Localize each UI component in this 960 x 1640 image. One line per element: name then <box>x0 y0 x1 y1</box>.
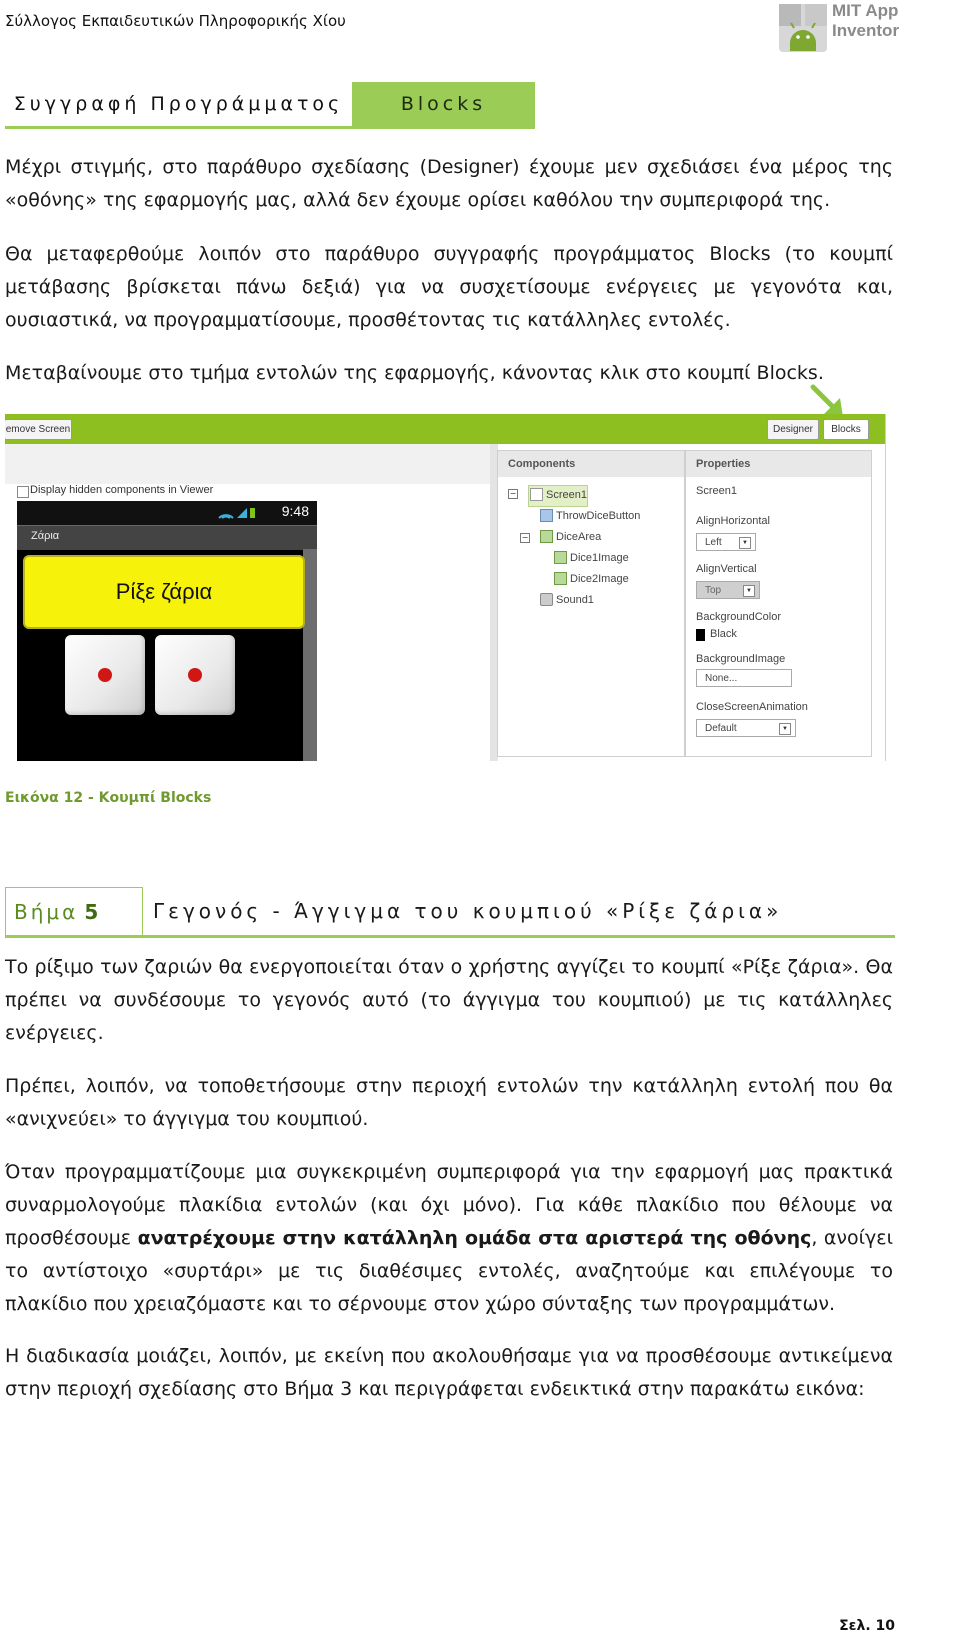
components-header: Components <box>498 451 684 477</box>
paragraph-emphasis: ανατρέχουμε στην κατάλληλη ομάδα στα αριστερά της οθόνης <box>137 1227 812 1249</box>
image-icon <box>554 572 567 585</box>
remove-screen-button[interactable]: emove Screen <box>5 419 72 440</box>
app-title-bar <box>17 525 317 550</box>
paragraph-assemble-blocks <box>5 1156 893 1321</box>
tree-item-screen1[interactable] <box>530 488 587 501</box>
signal-battery-icon <box>217 506 257 520</box>
select-value: Default <box>705 722 737 734</box>
throw-dice-button[interactable]: Ρίξε ζάρια <box>23 555 305 629</box>
select-value: Left <box>705 536 722 548</box>
hidden-components-label: Display hidden components in Viewer <box>30 484 214 496</box>
tree-label: ThrowDiceButton <box>556 509 641 522</box>
tree-label: Screen1 <box>546 488 587 501</box>
property-align-horizontal-label: AlignHorizontal <box>696 515 770 527</box>
phone-preview <box>17 501 317 761</box>
property-background-color-label: BackgroundColor <box>696 611 781 623</box>
step-header <box>5 887 895 938</box>
dice-pip <box>98 668 112 682</box>
align-horizontal-select[interactable] <box>696 533 756 551</box>
tree-label: Dice2Image <box>570 572 629 585</box>
collapse-screen1-icon[interactable]: − <box>509 489 517 498</box>
components-panel <box>497 450 685 757</box>
dropdown-arrow-icon: ▼ <box>779 723 791 735</box>
dice-pip <box>188 668 202 682</box>
properties-header: Properties <box>686 451 871 477</box>
phone-status-bar <box>17 501 317 525</box>
figure-caption: Εικόνα 12 - Κουμπί Blocks <box>5 790 212 806</box>
tree-item-throwdicebutton[interactable] <box>540 509 640 522</box>
blocks-button[interactable]: Blocks <box>823 419 869 440</box>
sound-icon <box>540 593 553 606</box>
align-vertical-select[interactable] <box>696 581 760 599</box>
logo-text: MIT App Inventor <box>832 1 900 40</box>
tab-program-writing: Συγγραφή Προγράμματος <box>13 93 344 115</box>
phone-scroll-strip <box>303 549 317 761</box>
tree-item-dice2image[interactable] <box>554 572 629 585</box>
app-title: Ζάρια <box>31 530 60 542</box>
paragraph-blocks-window: Θα μεταφερθούμε λοιπόν στο παράθυρο συγγραφής προγράμματος Blocks (το κουμπί μετάβασης βρίσκεται πάνω δεξιά) για να συσχετίσουμε ενέργειες με γεγονότα και, ουσιαστικά, να προγραμματίσουμε, προσθέτοντας τις κατάλληλες εντολές. <box>5 243 893 331</box>
mit-app-inventor-logo <box>778 2 960 54</box>
tab-blocks: Blocks <box>352 82 535 126</box>
select-value: Top <box>705 584 722 596</box>
dropdown-arrow-icon: ▼ <box>739 537 751 549</box>
tree-item-dicearea[interactable] <box>540 530 601 543</box>
tree-label: DiceArea <box>556 530 602 543</box>
paragraph-text: Όταν προγραμματίζουμε μια συγκεκριμένη συμπεριφορά για την εφαρμογή μας πρακτικά συναρμολογούμε πλακίδια εντολών (και όχι μόνο). Για κάθε πλακίδιο που θέλουμε να προσθέσουμε <box>5 1161 893 1249</box>
paragraph-detect-touch: Πρέπει, λοιπόν, να τοποθετήσουμε στην περιοχή εντολών την κατάλληλη εντολή που θα «ανιχνεύει» το άγγιγμα του κουμπιού. <box>5 1075 893 1130</box>
dice1-image <box>65 635 145 715</box>
designer-button[interactable]: Designer <box>767 419 819 440</box>
arrangement-icon <box>540 530 553 543</box>
close-animation-select[interactable] <box>696 719 796 737</box>
step-number: 5 <box>84 899 102 924</box>
tree-label: Dice1Image <box>570 551 629 564</box>
dice2-image <box>155 635 235 715</box>
property-align-vertical-label: AlignVertical <box>696 563 757 575</box>
screen-icon <box>530 488 543 501</box>
paragraph-procedure: Η διαδικασία μοιάζει, λοιπόν, με εκείνη που ακολουθήσαμε για να προσθέσουμε αντικείμενα στην περιοχή σχεδίασης στο Βήμα 3 και περιγράφεται ενδεικτικά στην παρακάτω εικόνα: <box>5 1345 893 1400</box>
hidden-components-checkbox[interactable] <box>17 486 29 498</box>
paragraph-roll-event: Το ρίξιμο των ζαριών θα ενεργοποιείται όταν ο χρήστης αγγίζει το κουμπί «Ρίξε ζάρια». Θα πρέπει να συνδέσουμε το γεγονός αυτό (το άγγιγμα του κουμπιού) με τις κατάλληλες ενέργειες. <box>5 956 893 1044</box>
designer-toolbar <box>5 414 885 444</box>
property-background-image-label: BackgroundImage <box>696 653 786 665</box>
button-icon <box>540 509 553 522</box>
paragraph-text: , ανοίγει το αντίστοιχο «συρτάρι» με τις διαθέσιμες εντολές, αναζητούμε και επιλέγουμε το πλακίδιο που χρειαζόμαστε και το σέρνουμε στον χώρο σύνταξης των προγραμμάτων. <box>5 1227 894 1315</box>
step-label: Βήμα <box>14 899 79 924</box>
app-inventor-screenshot <box>5 414 886 761</box>
step-title: Γεγονός - Άγγιγμα του κουμπιού «Ρίξε ζάρια» <box>143 887 895 935</box>
background-image-field[interactable]: None... <box>696 669 792 687</box>
status-time: 9:48 <box>281 503 309 519</box>
paragraph-go-to-blocks: Μεταβαίνουμε στο τμήμα εντολών της εφαρμογής, κάνοντας κλικ στο κουμπί Blocks. <box>5 362 824 384</box>
section-tabs <box>5 82 535 129</box>
properties-panel <box>685 450 872 757</box>
android-robot-puzzle-icon <box>778 3 828 53</box>
background-color-value: Black <box>710 628 737 640</box>
organization-name: Σύλλογος Εκπαιδευτικών Πληροφορικής Χίου <box>5 12 346 30</box>
step-label-box <box>5 887 143 935</box>
tree-item-sound1[interactable] <box>540 593 594 606</box>
tree-label: Sound1 <box>556 593 594 606</box>
property-close-anim-label: CloseScreenAnimation <box>696 701 808 713</box>
paragraph-intro: Μέχρι στιγμής, στο παράθυρο σχεδίασης (Designer) έχουμε μεν σχεδιάσει ένα μέρος της «οθόνης» της εφαρμογής μας, αλλά δεν έχουμε ορίσει καθόλου την συμπεριφορά της. <box>5 156 893 211</box>
tree-item-dice1image[interactable] <box>554 551 629 564</box>
viewer-header <box>5 444 490 484</box>
property-screen-name: Screen1 <box>696 485 737 497</box>
dropdown-arrow-icon: ▼ <box>743 585 755 597</box>
page-number: Σελ. 10 <box>839 1618 895 1634</box>
image-icon <box>554 551 567 564</box>
color-swatch[interactable] <box>696 629 705 641</box>
collapse-dicearea-icon[interactable]: − <box>521 533 529 542</box>
